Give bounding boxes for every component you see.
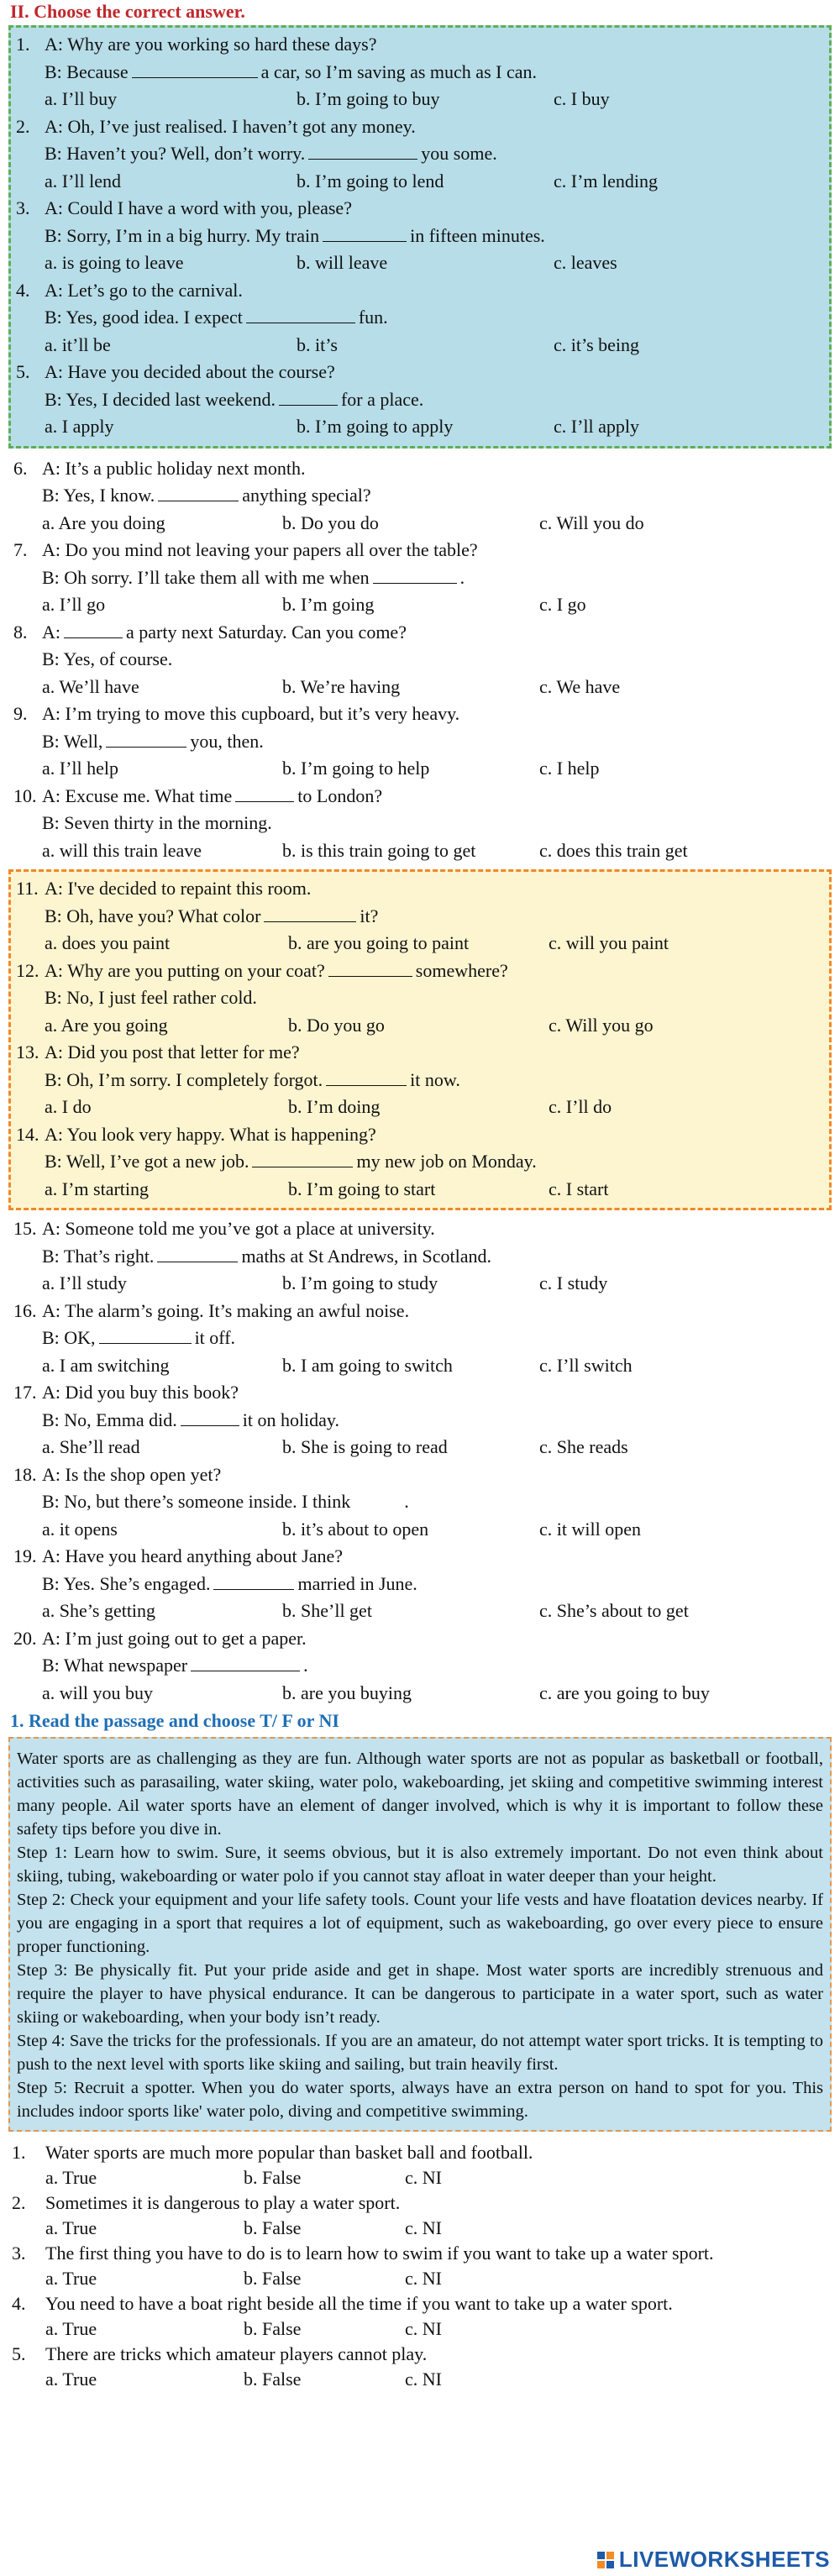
option-a[interactable]: a. We’ll have (42, 675, 139, 697)
option-b[interactable]: b. I’m going to start (288, 1178, 436, 1199)
answer-blank[interactable] (373, 567, 457, 584)
yellow-question-box (8, 869, 832, 1210)
option-c[interactable]: c. are you going to buy (539, 1681, 710, 1703)
option-ni[interactable]: c. NI (405, 2217, 442, 2238)
speaker-a-text: A: Oh, I’ve just realised. I haven’t got any money. (45, 115, 416, 137)
question-number: 17. (13, 1382, 37, 1403)
passage-step: Step 1: Learn how to swim. Sure, it seems obvious, but it is also extremely important. Do not even think about skiing, tubing, wakeboarding or water polo if you cannot stay afloat in water deeper than your height. (17, 1844, 823, 1886)
option-ni[interactable]: c. NI (405, 2318, 442, 2339)
question-item (16, 957, 824, 1040)
statement-text: You need to have a boat right beside all the time if you want to take up a water sport. (45, 2293, 673, 2314)
question-line-b (13, 1325, 827, 1352)
option-c[interactable]: c. I buy (554, 88, 610, 109)
tf-options (12, 2216, 828, 2241)
option-b[interactable]: b. I’m doing (288, 1096, 381, 1117)
question-item (13, 1625, 827, 1708)
option-b[interactable]: b. We’re having (282, 675, 401, 697)
tf-statement (12, 2140, 828, 2165)
speaker-b-text: fun. (358, 307, 388, 328)
answer-blank[interactable] (252, 1151, 353, 1167)
speaker-b-text: B: Sorry, I’m in a big hurry. My train (45, 224, 320, 246)
option-a[interactable]: a. She’s getting (42, 1600, 156, 1621)
question-line-a (16, 195, 824, 223)
blue-question-box (8, 25, 832, 449)
tf-statement (12, 2291, 828, 2316)
speaker-b-text: B: Oh sorry. I’ll take them all with me when (42, 566, 370, 588)
answer-options (16, 1094, 824, 1121)
question-item (13, 783, 827, 865)
question-line-a (13, 1215, 827, 1243)
speaker-a-text: A: Do you mind not leaving your papers all over the table? (42, 539, 478, 560)
question-number: 8. (13, 621, 28, 643)
passage-step: Step 3: Be physically fit. Put your pride aside and get in shape. Most water sports are incredibly strenuous and require the player to have physical endurance. It can be dangerous to participate in a water sport, such as water skiing or wakeboarding, when your body isn’t ready. (17, 1961, 823, 2027)
answer-blank[interactable] (246, 307, 355, 323)
option-ni[interactable]: c. NI (405, 2369, 442, 2390)
speaker-a-text: A: Someone told me you’ve got a place at university. (42, 1218, 435, 1239)
question-number: 2. (12, 2192, 26, 2213)
statement-text: Sometimes it is dangerous to play a water sport. (45, 2192, 401, 2213)
answer-blank[interactable] (326, 1069, 407, 1086)
question-number: 19. (13, 1545, 37, 1566)
question-line-a (13, 700, 827, 728)
tf-question-item (12, 2241, 828, 2291)
option-a[interactable]: a. does you paint (45, 932, 171, 953)
option-b[interactable]: b. I’m going to lend (297, 170, 444, 191)
question-item (13, 1215, 827, 1298)
option-b[interactable]: b. will leave (297, 252, 388, 273)
tf-options (12, 2165, 828, 2190)
option-a[interactable]: a. will this train leave (42, 839, 202, 861)
speaker-a-text: A: Excuse me. What time (42, 784, 233, 806)
speaker-b-text: it off. (194, 1327, 236, 1348)
speaker-b-text: . (303, 1655, 308, 1676)
question-line-a (16, 359, 824, 386)
answer-blank[interactable] (191, 1655, 300, 1671)
question-item (16, 113, 824, 196)
tf-options (12, 2266, 828, 2291)
question-number: 11. (16, 878, 39, 899)
answer-blank[interactable] (106, 731, 186, 748)
speaker-a-text: A: I’m just going out to get a paper. (42, 1627, 307, 1649)
option-c[interactable]: c. I study (539, 1272, 608, 1293)
answer-options (13, 591, 827, 619)
speaker-b-text: B: Haven’t you? Well, don’t worry. (45, 143, 306, 164)
option-a[interactable]: a. is going to leave (45, 252, 184, 273)
speaker-b-text: you some. (421, 143, 497, 164)
option-c[interactable]: c. does this train get (539, 839, 688, 861)
answer-blank[interactable] (64, 622, 123, 638)
option-b[interactable]: b. I’m going to buy (297, 88, 440, 109)
question-line-b (16, 304, 824, 332)
question-number: 7. (13, 539, 28, 560)
answer-blank[interactable] (235, 785, 294, 802)
speaker-b-text: B: Yes, I decided last weekend. (45, 388, 276, 410)
answer-options (13, 1680, 827, 1708)
answer-options (13, 1598, 827, 1625)
statement-text: Water sports are much more popular than basket ball and football. (45, 2142, 533, 2163)
answer-options (16, 1176, 824, 1204)
answer-options (13, 1516, 827, 1544)
speaker-a-text: A: Why are you putting on your coat? (45, 959, 325, 981)
answer-options (13, 755, 827, 783)
speaker-b-text: anything special? (242, 485, 371, 506)
question-item (13, 700, 827, 783)
speaker-b-text: B: No, but there’s someone inside. I think (42, 1491, 351, 1512)
option-c[interactable]: c. it’s being (554, 333, 640, 355)
question-line-a (13, 1625, 827, 1653)
logo-text: LIVEWORKSHEETS (618, 2547, 830, 2572)
answer-options (13, 510, 827, 538)
question-line-a (13, 1543, 827, 1571)
question-number: 18. (13, 1463, 37, 1485)
speaker-b-text: B: OK, (42, 1327, 96, 1348)
question-number: 5. (12, 2343, 26, 2364)
question-number: 15. (13, 1218, 37, 1239)
tf-question-item (12, 2342, 828, 2392)
reading-heading: 1. Read the passage and choose T/ F or NI (10, 1710, 339, 1731)
option-ni[interactable]: c. NI (405, 2167, 442, 2188)
speaker-a-text: to London? (297, 784, 383, 806)
option-c[interactable]: c. She reads (539, 1436, 628, 1457)
option-a[interactable]: a. I’ll help (42, 758, 119, 779)
option-b[interactable]: b. are you going to paint (288, 932, 470, 953)
speaker-b-text: B: Well, I’ve got a new job. (45, 1151, 249, 1172)
option-true[interactable]: a. True (45, 2217, 97, 2238)
speaker-b-text: you, then. (190, 730, 264, 752)
speaker-a-text: A: Have you decided about the course? (45, 361, 335, 382)
passage-step: Step 2: Check your equipment and your life safety tools. Count your life vests and have floatation devices nearby. If you are engaging in a sport that requires a lot of equipment, such as wakeboarding, go over every piece to ensure proper functioning. (17, 1891, 823, 1956)
question-line-b (16, 386, 824, 414)
option-a[interactable]: a. She’ll read (42, 1436, 140, 1457)
question-item (16, 277, 824, 359)
option-b[interactable]: b. She is going to read (282, 1436, 448, 1457)
speaker-a-text: A: Did you buy this book? (42, 1382, 239, 1403)
speaker-b-text: B: Because (45, 60, 129, 82)
question-number: 1. (16, 34, 30, 55)
tf-options (12, 2316, 828, 2342)
speaker-b-text: B: No, I just feel rather cold. (45, 987, 257, 1008)
option-b[interactable]: b. Do you do (282, 512, 379, 533)
question-item (13, 1379, 827, 1461)
question-number: 2. (16, 115, 30, 137)
option-b[interactable]: b. it’s (297, 333, 338, 355)
answer-blank[interactable] (323, 225, 407, 242)
question-item (16, 1121, 824, 1204)
question-number: 5. (16, 361, 30, 382)
tf-question-item (12, 2190, 828, 2241)
option-true[interactable]: a. True (45, 2268, 97, 2289)
question-line-b (13, 728, 827, 756)
option-a[interactable]: a. I apply (45, 416, 114, 437)
question-line-b (16, 984, 824, 1012)
option-b[interactable]: b. I’m going (282, 594, 375, 615)
reading-passage (8, 1737, 832, 2132)
answer-blank[interactable] (213, 1573, 294, 1590)
question-number: 4. (16, 279, 30, 301)
option-a[interactable]: a. I’ll go (42, 594, 106, 615)
option-c[interactable]: c. leaves (554, 252, 617, 273)
option-false[interactable]: b. False (244, 2369, 302, 2390)
question-line-b (13, 564, 827, 592)
speaker-b-text: B: Oh, have you? What color (45, 905, 261, 926)
question-line-a (13, 455, 827, 483)
tf-question-item (12, 2140, 828, 2190)
answer-blank[interactable] (158, 485, 239, 501)
question-line-a (13, 537, 827, 564)
question-line-a (13, 783, 827, 811)
statement-text: There are tricks which amateur players cannot play. (45, 2343, 428, 2364)
question-number: 14. (16, 1123, 39, 1145)
tf-statement (12, 2342, 828, 2367)
question-item (16, 1039, 824, 1121)
option-false[interactable]: b. False (244, 2167, 302, 2188)
speaker-b-text: . (404, 1491, 409, 1512)
plain-question-group-2 (8, 1215, 832, 1707)
answer-options (16, 168, 824, 196)
question-line-a (16, 277, 824, 305)
option-c[interactable]: c. I’m lending (554, 170, 659, 191)
question-number: 6. (13, 457, 28, 479)
question-line-a (13, 1298, 827, 1325)
passage-step: Step 5: Recruit a spotter. When you do water sports, always have an extra person on hand to spot for you. This includes indoor sports like' water polo, diving and competitive swimming. (17, 2079, 823, 2121)
speaker-a-text: A: Is the shop open yet? (42, 1463, 222, 1485)
answer-blank[interactable] (181, 1409, 239, 1426)
answer-blank[interactable] (279, 389, 338, 406)
speaker-a-text: A: Let’s go to the carnival. (45, 279, 243, 301)
question-line-b (16, 1067, 824, 1094)
answer-options (13, 674, 827, 701)
answer-options (16, 413, 824, 441)
speaker-a-text: A: Could I have a word with you, please? (45, 197, 352, 218)
option-a[interactable]: a. Are you doing (42, 512, 165, 533)
option-false[interactable]: b. False (244, 2217, 302, 2238)
question-line-b (16, 1148, 824, 1176)
answer-blank[interactable] (157, 1246, 238, 1262)
option-false[interactable]: b. False (244, 2268, 302, 2289)
option-true[interactable]: a. True (45, 2318, 97, 2339)
question-item (16, 359, 824, 441)
option-a[interactable]: a. I’ll lend (45, 170, 122, 191)
speaker-a-text: A: Did you post that letter for me? (45, 1041, 300, 1062)
speaker-b-text: it? (360, 905, 379, 926)
option-b[interactable]: b. it’s about to open (282, 1518, 429, 1540)
speaker-a-text: a party next Saturday. Can you come? (126, 621, 407, 643)
question-item (13, 1298, 827, 1380)
speaker-a-text: A: (42, 621, 60, 643)
speaker-b-text: B: Well, (42, 730, 103, 752)
option-b[interactable]: b. She’ll get (282, 1600, 372, 1621)
option-a[interactable]: a. it opens (42, 1518, 118, 1540)
option-c[interactable]: c. I start (549, 1178, 609, 1199)
question-item (16, 31, 824, 113)
speaker-b-text: a car, so I’m saving as much as I can. (260, 60, 537, 82)
speaker-a-text: A: Why are you working so hard these days? (45, 34, 377, 55)
option-b[interactable]: b. are you buying (282, 1681, 412, 1703)
speaker-a-text: A: The alarm’s going. It’s making an awful noise. (42, 1299, 410, 1321)
speaker-a-text: A: I've decided to repaint this room. (45, 878, 312, 899)
speaker-b-text: B: What newspaper (42, 1655, 188, 1676)
question-line-a (16, 957, 824, 985)
answer-options (16, 332, 824, 359)
question-item (13, 455, 827, 538)
option-c[interactable]: c. it will open (539, 1518, 641, 1540)
option-b[interactable]: b. I’m going to apply (297, 416, 454, 437)
passage-intro: Water sports are as challenging as they are fun. Although water sports are not as popular as basketball or football, activities such as parasailing, water skiing, water polo, wakeboarding, jet skiing and competitive swimming interest many people. Ail water sports have an element of danger involved, which is why it is important to follow these safety tips before you dive in. (17, 1750, 823, 1839)
speaker-b-text: B: No, Emma did. (42, 1409, 177, 1430)
tf-question-item (12, 2291, 828, 2342)
option-c[interactable]: c. will you paint (549, 932, 669, 953)
speaker-b-text: B: Yes, good idea. I expect (45, 307, 243, 328)
speaker-b-text: married in June. (297, 1572, 417, 1594)
question-number: 3. (16, 197, 30, 218)
question-number: 4. (12, 2293, 26, 2314)
option-b[interactable]: b. I’m going to study (282, 1272, 438, 1293)
speaker-b-text: B: Yes, of course. (42, 648, 173, 669)
option-b[interactable]: b. I’m going to help (282, 758, 430, 779)
question-line-b (13, 1571, 827, 1598)
answer-options (16, 249, 824, 277)
option-b[interactable]: b. Do you go (288, 1014, 385, 1036)
answer-options (13, 1352, 827, 1380)
option-c[interactable]: c. I help (539, 758, 600, 779)
speaker-a-text: somewhere? (415, 959, 508, 981)
logo-mark-icon (596, 2550, 616, 2570)
question-line-b (16, 223, 824, 250)
question-number: 12. (16, 959, 39, 981)
plain-question-group-1 (8, 455, 832, 865)
answer-options (16, 86, 824, 113)
option-true[interactable]: a. True (45, 2369, 97, 2390)
answer-blank[interactable] (99, 1327, 192, 1344)
question-number: 1. (12, 2142, 26, 2163)
question-line-a (16, 1121, 824, 1149)
answer-options (16, 930, 824, 957)
option-a[interactable]: a. I’ll buy (45, 88, 118, 109)
question-item (16, 195, 824, 277)
option-c[interactable]: c. I’ll do (549, 1096, 612, 1117)
question-line-b (16, 140, 824, 168)
question-line-a (16, 113, 824, 141)
answer-options (13, 1270, 827, 1298)
question-number: 20. (13, 1627, 37, 1649)
question-line-b (13, 482, 827, 510)
question-line-a (13, 619, 827, 647)
question-line-a (13, 1461, 827, 1489)
speaker-a-text: A: Have you heard anything about Jane? (42, 1545, 343, 1566)
question-item (13, 1543, 827, 1625)
question-item (13, 537, 827, 619)
speaker-b-text: B: Yes. She’s engaged. (42, 1572, 211, 1594)
option-b[interactable]: b. I am going to switch (282, 1354, 453, 1376)
question-number: 13. (16, 1041, 39, 1062)
speaker-a-text: A: You look very happy. What is happening? (45, 1123, 376, 1145)
answer-blank[interactable] (308, 143, 417, 160)
option-a[interactable]: a. will you buy (42, 1681, 153, 1703)
speaker-b-text: it on holiday. (242, 1409, 340, 1430)
speaker-a-text: A: It’s a public holiday next month. (42, 457, 306, 479)
option-a[interactable]: a. Are you going (45, 1014, 168, 1036)
tf-statement (12, 2241, 828, 2266)
section-heading: II. Choose the correct answer. (10, 1, 245, 22)
question-line-a (16, 875, 824, 903)
speaker-b-text: B: Yes, I know. (42, 485, 155, 506)
option-c[interactable]: c. I’ll apply (554, 416, 640, 437)
question-item (16, 875, 824, 957)
option-ni[interactable]: c. NI (405, 2268, 442, 2289)
option-a[interactable]: a. I do (45, 1096, 92, 1117)
option-c[interactable]: c. She’s about to get (539, 1600, 689, 1621)
question-line-b (13, 810, 827, 837)
true-false-questions (8, 2140, 832, 2392)
option-c[interactable]: c. We have (539, 675, 621, 697)
answer-blank[interactable] (132, 61, 258, 78)
speaker-b-text: B: That’s right. (42, 1245, 155, 1267)
option-true[interactable]: a. True (45, 2167, 97, 2188)
question-item (13, 1461, 827, 1544)
speaker-b-text: in fifteen minutes. (410, 224, 545, 246)
question-line-a (16, 31, 824, 59)
speaker-b-text: B: Oh, I’m sorry. I completely forgot. (45, 1068, 323, 1090)
speaker-b-text: B: Seven thirty in the morning. (42, 812, 272, 833)
answer-blank[interactable] (328, 960, 412, 977)
question-line-a (16, 1039, 824, 1067)
option-a[interactable]: a. it’ll be (45, 333, 111, 355)
tf-options (12, 2367, 828, 2392)
question-line-b (13, 1652, 827, 1680)
option-a[interactable]: a. I’ll study (42, 1272, 127, 1293)
speaker-a-text: A: I’m trying to move this cupboard, but it’s very heavy. (42, 703, 460, 724)
option-false[interactable]: b. False (244, 2318, 302, 2339)
question-line-b (13, 646, 827, 674)
question-number: 9. (13, 703, 28, 724)
option-c[interactable]: c. Will you do (539, 512, 644, 533)
speaker-b-text: maths at St Andrews, in Scotland. (241, 1245, 492, 1267)
option-c[interactable]: c. Will you go (549, 1014, 654, 1036)
answer-options (16, 1012, 824, 1040)
question-line-b (13, 1407, 827, 1435)
question-number: 16. (13, 1299, 37, 1321)
liveworksheets-logo (596, 2547, 830, 2573)
option-b[interactable]: b. is this train going to get (282, 839, 476, 861)
speaker-b-text: it now. (410, 1068, 460, 1090)
question-line-b (16, 903, 824, 931)
question-line-a (13, 1379, 827, 1407)
question-line-b (13, 1243, 827, 1271)
option-c[interactable]: c. I go (539, 594, 586, 615)
option-c[interactable]: c. I’ll switch (539, 1354, 633, 1376)
question-number: 10. (13, 784, 37, 806)
question-number: 3. (12, 2243, 26, 2264)
tf-statement (12, 2190, 828, 2216)
question-line-b (16, 59, 824, 87)
speaker-b-text: . (459, 566, 465, 588)
option-a[interactable]: a. I am switching (42, 1354, 170, 1376)
statement-text: The first thing you have to do is to learn how to swim if you want to take up a water sport. (45, 2243, 714, 2264)
answer-options (13, 837, 827, 865)
answer-blank[interactable] (264, 905, 356, 922)
question-item (13, 619, 827, 701)
option-a[interactable]: a. I’m starting (45, 1178, 150, 1199)
speaker-b-text: for a place. (340, 388, 424, 410)
passage-step: Step 4: Save the tricks for the professionals. If you are an amateur, do not attempt water sport tricks. It is tempting to push to the next level with sports like skiing and sailing, but train heavily first. (17, 2032, 823, 2074)
question-line-b (13, 1488, 827, 1516)
answer-options (13, 1434, 827, 1461)
speaker-b-text: my new job on Monday. (356, 1151, 537, 1172)
